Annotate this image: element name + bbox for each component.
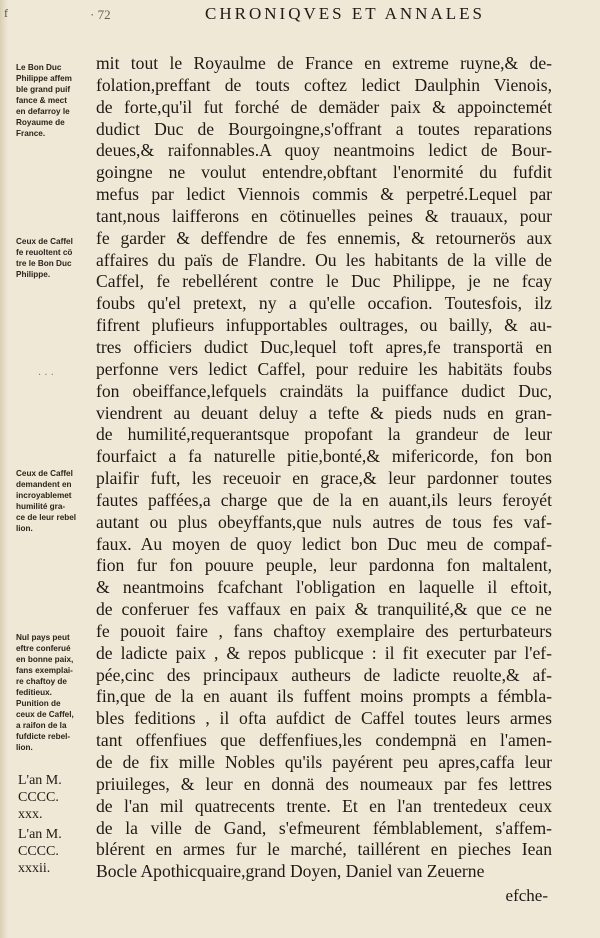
text-line: & neantmoins fcafchant l'obligation en laquelle il eftoit, <box>96 577 552 598</box>
text-line: autant ou plus obeyffants,que nuls autres de tous fes vaf- <box>96 511 552 532</box>
year-note-1432: L'an M. CCCC. xxxii. <box>18 827 62 876</box>
text-line: pée,cinc des principaux autheurs de ladicte reuolte,& af- <box>96 664 552 685</box>
text-line: mefus par ledict Viennois commis & perpetré.Lequel par <box>96 184 552 205</box>
text-line: fe pouoit faire , fans chaftoy exemplaire des perturbateurs <box>96 620 552 641</box>
page-header <box>90 4 560 24</box>
margin-mark: f <box>4 6 8 20</box>
ink-speck: · · · <box>38 370 54 381</box>
text-line: de ladicte paix , & repos publicque : il fit executer par l'ef- <box>96 642 552 663</box>
sidenote-caffel-revolt: Ceux de Caffel fe reuoltent cö tre le Bon Duc Philippe. <box>16 237 73 279</box>
text-line: de conferuer fes vaffaux en paix & tranquilité,& que ce ne <box>96 599 552 620</box>
text-line: deues,& raifonnables.A quoy neantmoins ledict de Bour- <box>96 140 552 161</box>
text-line: Bocle Apothicquaire,grand Doyen, Daniel van Zeuerne <box>96 861 485 882</box>
text-line: fifrent plufieurs infupportables oultrages, ou bailly, & au- <box>96 315 552 336</box>
year-note-1430: L'an M. CCCC. xxx. <box>18 773 62 822</box>
text-line: tant offenfiues que deffenfiues,les condempnä en l'amen- <box>96 730 552 751</box>
text-line: de de fix mille Nobles qu'ils payérent peu apres,caffa leur <box>96 752 552 772</box>
text-line: tres officiers dudict Duc,lequel toft apres,fe transportä en <box>96 336 552 357</box>
text-line: goingne ne voulut entendre,obftant l'enormité du fufdit <box>96 162 552 183</box>
text-line: folation,preffant de touts coftez ledict Daulphin Vienois, <box>96 74 552 95</box>
page-binding-edge <box>0 0 8 938</box>
text-line: dudict Duc de Bourgoingne,s'offrant a toutes reparations <box>96 118 552 139</box>
text-line: viendrent au deuant deluy a tefte & pieds nuds en gran- <box>96 402 552 423</box>
text-line: fon obeiffance,lefquels craindäts la puiffance dudict Duc, <box>96 380 552 401</box>
text-line: foubs qu'el pretext, ny a qu'elle occafion. Toutesfois, ilz <box>96 293 552 314</box>
text-line: bles feditions , il ofta aufdict de Caffel toutes leurs armes <box>96 708 552 729</box>
sidenote-bon-duc: Le Bon Duc Philippe affem ble grand puif fance & mect en defarroy le Royaume de France. <box>16 63 72 138</box>
text-line: faux. Au moyen de quoy ledict bon Duc meu de compaf- <box>96 533 552 554</box>
running-title: CHRONIQVES ET ANNALES <box>205 4 485 23</box>
text-line: mit tout le Royaulme de France en extreme ruyne,& de- <box>96 53 552 73</box>
text-line: tant,nous laifferons en cötinuelles peines & trauaux, pour <box>96 205 552 226</box>
text-line: affaires du païs de Flandre. Ou les habitants de la ville de <box>96 249 552 270</box>
text-line: perfonne vers ledict Caffel, pour reduire les habitäts foubs <box>96 358 552 379</box>
text-line: de la ville de Gand, s'efmeurent fémblablement, s'affem- <box>96 817 552 838</box>
text-line: fin,que de la en auant ils fuffent moins prompts a fémbla- <box>96 686 552 707</box>
text-line: plaifir fuft, les receuoir en grace,& leur pardonner toutes <box>96 468 552 489</box>
text-line: de humilité,requerantsque propofant la grandeur de leur <box>96 424 552 445</box>
folio-mark: · 72 <box>90 7 111 22</box>
body-text <box>96 53 552 883</box>
text-line: de forte,qu'il fut forché de demäder paix & appoinctemét <box>96 96 552 117</box>
text-line: fe garder & deffendre de fes ennemis, & retournerös aux <box>96 227 552 248</box>
text-line: fion fur fon pouure peuple, leur pardonna fon maltalent, <box>96 555 552 576</box>
catchword: efche- <box>505 886 548 905</box>
text-line: blérent en armes fur le marché, taillérent en pieches Iean <box>96 839 552 860</box>
text-line: de l'an mil quatrecents trente. Et en l'an trentedeux ceux <box>96 795 552 816</box>
text-line: priuileges, & leur en donnä des noumeaux par fes lettres <box>96 773 552 794</box>
sidenote-caffel-humility: Ceux de Caffel demandent en incroyablemet humilité gra- ce de leur rebel lion. <box>16 469 77 533</box>
sidenote-punition: Nul pays peut eftre conferué en bonne paix, fans exemplai- re chaftoy de feditieux. Punition de ceux de Caffel, a raifon de la fufdicte rebel- lion. <box>16 633 74 752</box>
text-line: Caffel, fe rebellérent contre le Duc Philippe, je ne fcay <box>96 271 552 292</box>
text-line: fourfaict a fa naturelle pitie,bonté,& mifericorde, fon bon <box>96 446 552 467</box>
text-line: fautes paffées,a charge que de la en auant,ils leurs feroyét <box>96 489 552 510</box>
